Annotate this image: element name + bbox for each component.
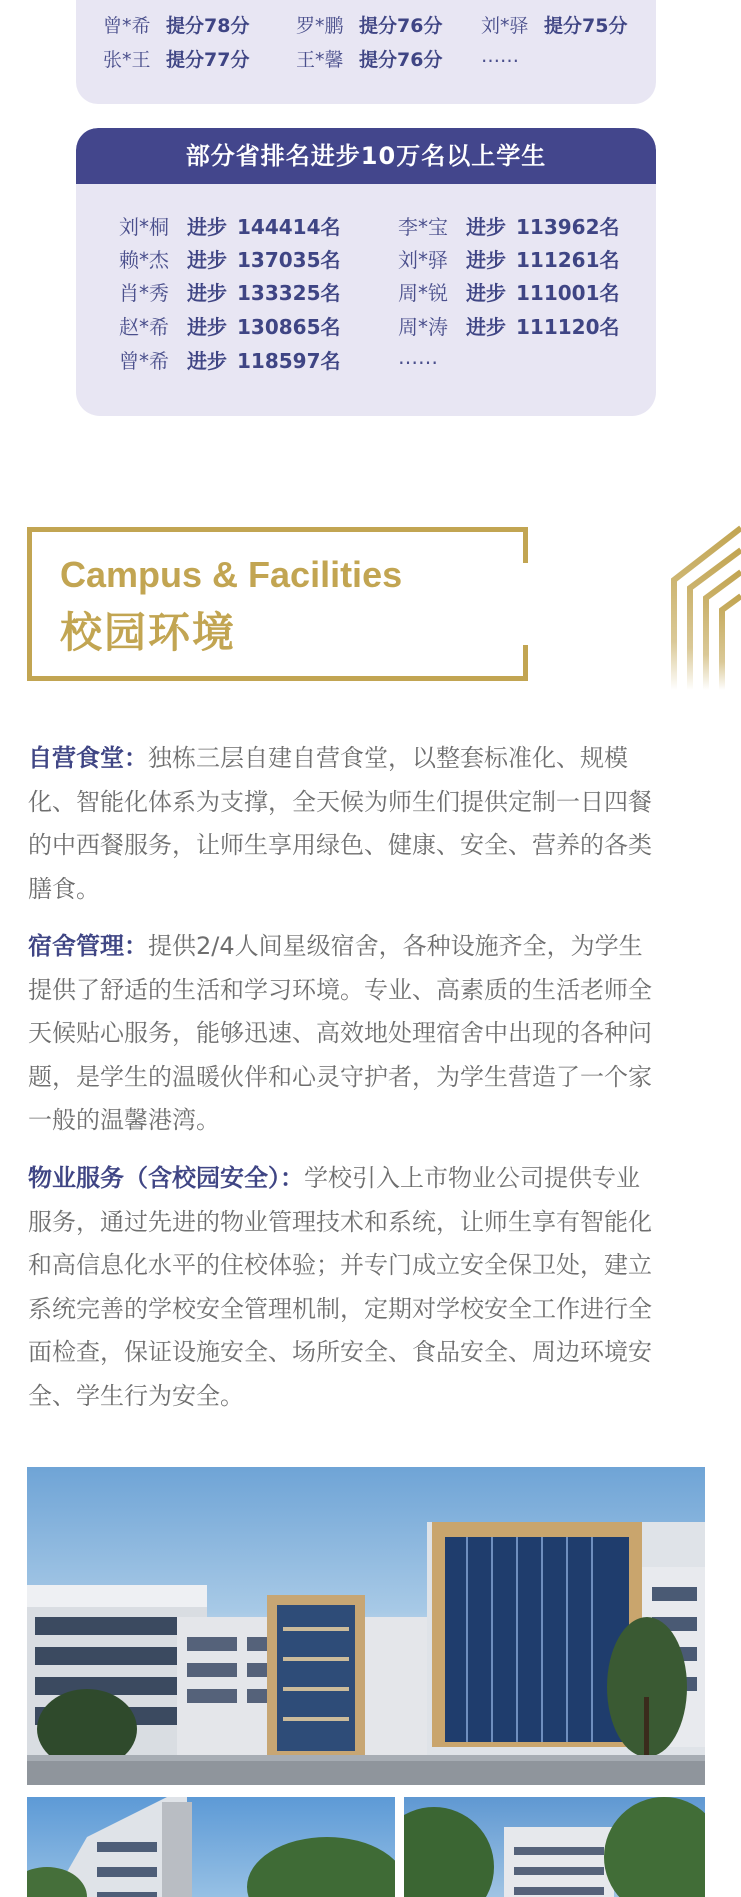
student-name: 刘*驿: [398, 248, 448, 272]
progress-value: 113962名: [516, 215, 620, 239]
student-name: 王*馨: [296, 49, 344, 71]
text-line: 提供2/4人间星级宿舍，各种设施齐全，为学生: [148, 932, 643, 960]
score-entry: [296, 11, 443, 38]
ellipsis: ……: [398, 345, 438, 369]
dorm-title: 宿舍管理：: [28, 932, 148, 960]
progress-value: 118597名: [237, 349, 341, 373]
rank-improvement-card: [76, 128, 656, 416]
campus-photo-left: [27, 1797, 395, 1897]
text-line: 和高信息化水平的住校体验；并专门成立安全保卫处，建立: [28, 1251, 652, 1279]
canteen-title: 自营食堂：: [28, 744, 148, 772]
text-line: 学校引入上市物业公司提供专业: [304, 1164, 640, 1192]
text-line: 服务，通过先进的物业管理技术和系统，让师生享有智能化: [28, 1207, 652, 1236]
text-line: 独栋三层自建自营食堂，以整套标准化、规模: [148, 744, 628, 772]
student-name: 周*涛: [398, 315, 448, 339]
frame-edge: [523, 527, 528, 563]
score-value: 提分76分: [359, 49, 443, 71]
score-value: 提分78分: [166, 15, 250, 37]
student-name: 曾*希: [103, 15, 151, 37]
text-line: 系统完善的学校安全管理机制，定期对学校安全工作进行全: [28, 1294, 652, 1323]
student-name: 曾*希: [119, 349, 169, 373]
property-title: 物业服务（含校园安全）：: [28, 1164, 304, 1192]
progress-value: 111261名: [516, 248, 620, 272]
student-name: 赖*杰: [119, 248, 169, 272]
text-line: 提供了舒适的生活和学习环境。专业、高素质的生活老师全: [28, 975, 652, 1004]
progress-label: 进步: [187, 281, 227, 305]
progress-value: 137035名: [237, 248, 341, 272]
frame-edge: [523, 645, 528, 681]
progress-label: 进步: [466, 215, 506, 239]
score-value: 提分76分: [359, 15, 443, 37]
text-line: 的中西餐服务，让师生享用绿色、健康、安全、营养的各类: [28, 831, 652, 859]
score-value: 提分75分: [544, 15, 628, 37]
progress-label: 进步: [187, 349, 227, 373]
campus-photo-right: [404, 1797, 705, 1897]
student-name: 张*王: [103, 49, 151, 71]
progress-label: 进步: [466, 281, 506, 305]
progress-value: 133325名: [237, 281, 341, 305]
score-entry: [481, 45, 519, 67]
student-name: 刘*桐: [119, 215, 169, 239]
progress-label: 进步: [187, 248, 227, 272]
progress-label: 进步: [466, 248, 506, 272]
section-title-en: Campus & Facilities: [60, 554, 403, 595]
canteen-paragraph: [28, 737, 708, 911]
campus-building-photo: [27, 1467, 705, 1785]
ellipsis: ……: [481, 45, 519, 67]
progress-value: 144414名: [237, 215, 341, 239]
progress-value: 111120名: [516, 315, 620, 339]
progress-label: 进步: [187, 215, 227, 239]
text-line: 题，是学生的温暖伙伴和心灵守护者，为学生营造了一个家: [28, 1062, 652, 1091]
progress-label: 进步: [466, 315, 506, 339]
student-name: 肖*秀: [119, 281, 169, 305]
score-entry: [296, 45, 443, 72]
progress-label: 进步: [187, 315, 227, 339]
text-line: 天候贴心服务，能够迅速、高效地处理宿舍中出现的各种问: [28, 1019, 652, 1047]
text-line: 一般的温馨港湾。: [28, 1106, 220, 1134]
section-header-frame: [27, 527, 527, 681]
rank-card-title: 部分省排名进步10万名以上学生: [76, 128, 656, 184]
score-entry: [103, 45, 250, 72]
dorm-paragraph: [28, 925, 708, 1143]
student-name: 刘*驿: [481, 15, 529, 37]
progress-value: 111001名: [516, 281, 620, 305]
text-line: 面检查，保证设施安全、场所安全、食品安全、周边环境安: [28, 1338, 652, 1366]
student-name: 罗*鹏: [296, 15, 344, 37]
score-entry: [481, 11, 628, 38]
section-title-cn: 校园环境: [60, 608, 237, 657]
text-line: 全、学生行为安全。: [28, 1381, 244, 1410]
progress-value: 130865名: [237, 315, 341, 339]
student-name: 李*宝: [398, 215, 448, 239]
student-name: 赵*希: [119, 315, 169, 339]
student-name: 周*锐: [398, 281, 448, 305]
decorative-arch-icon: [668, 520, 741, 690]
score-improvement-card: [76, 0, 656, 104]
score-value: 提分77分: [166, 49, 250, 71]
property-paragraph: [28, 1157, 708, 1418]
score-entry: [103, 11, 250, 38]
text-line: 膳食。: [28, 874, 100, 903]
text-line: 化、智能化体系为支撑，全天候为师生们提供定制一日四餐: [28, 787, 652, 816]
